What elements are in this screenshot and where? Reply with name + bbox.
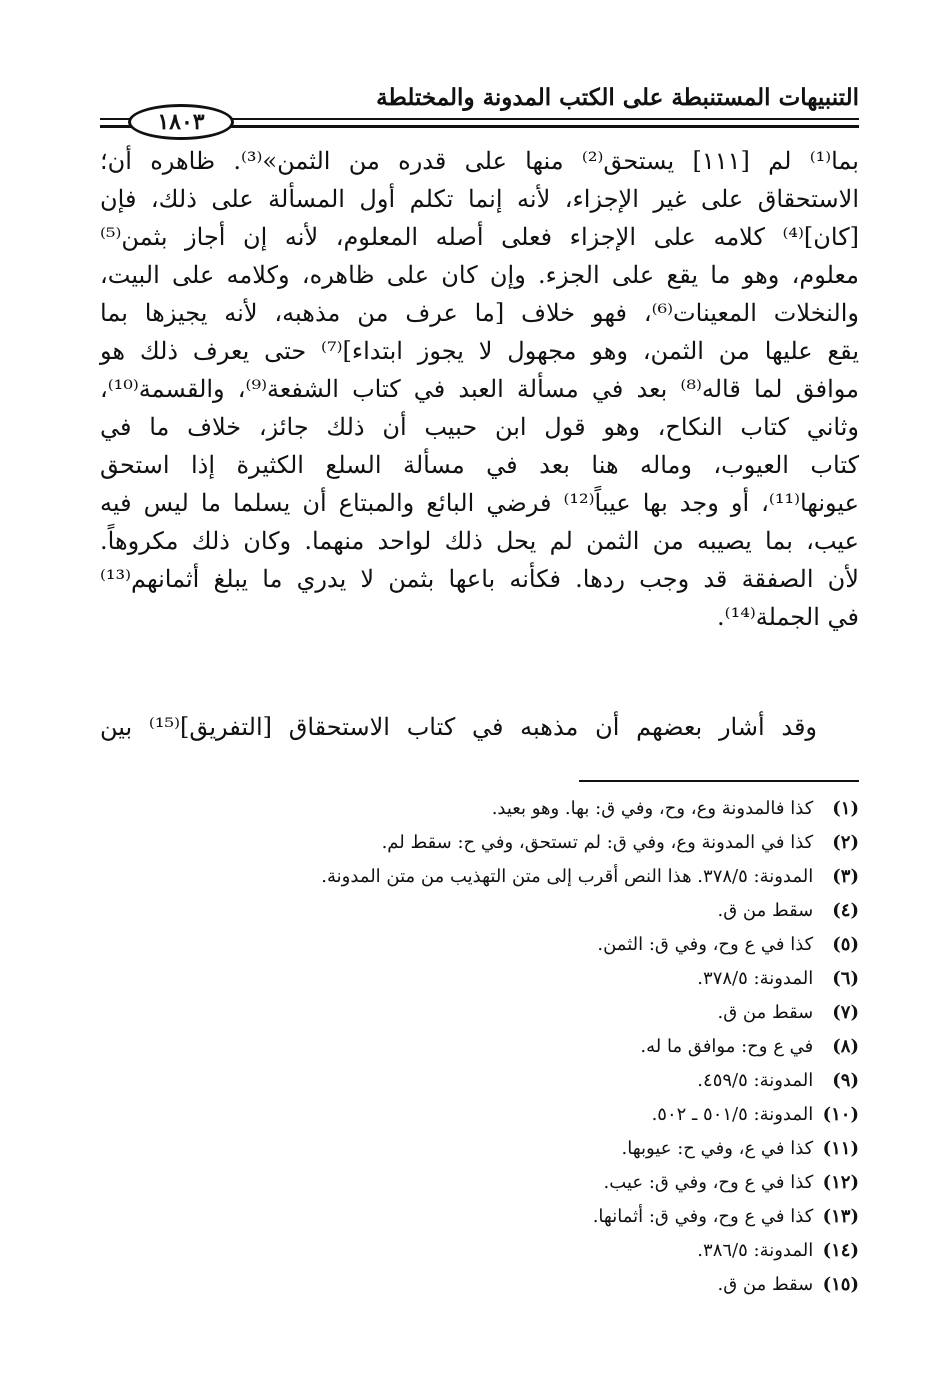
main-text (100, 142, 859, 636)
footnote-text: كذا فالمدونة وع، وح، وفي ق: بها. وهو بعيد. (491, 798, 814, 819)
footnote (239, 1132, 859, 1166)
footnote (239, 826, 859, 860)
footnote (239, 962, 859, 996)
footnote-text: المدونة: ٣٧٨/٥. هذا النص أقرب إلى متن التهذيب من متن المدونة. (321, 866, 814, 887)
footnotes (239, 792, 859, 1302)
text-line: وثاني كتاب النكاح، وهو قول ابن حبيب أن ذلك جائز، خلاف ما في (100, 413, 859, 441)
page-number: ١٨٠٣ (128, 104, 234, 140)
footnote-text: المدونة: ٥٠١/٥ ـ ٥٠٢. (651, 1104, 814, 1125)
footnote-number: (١٠) (822, 1104, 859, 1125)
footnote-text: المدونة: ٣٧٨/٥. (697, 968, 814, 989)
footnote-number: (٥) (832, 934, 859, 955)
footnote (239, 1064, 859, 1098)
text-line: في الجملة⁽¹⁴⁾. (717, 603, 859, 631)
text-line: يقع عليها من الثمن، وهو مجهول لا يجوز ابتداء]⁽⁷⁾ حتى يعرف ذلك هو (100, 337, 859, 365)
footnote-number: (١١) (822, 1138, 859, 1159)
footnote (239, 928, 859, 962)
footnote (239, 894, 859, 928)
text-line: لأن الصفقة قد وجب ردها. فكأنه باعها بثمن لا يدري ما يبلغ أثمانهم⁽¹³⁾ (100, 565, 859, 593)
footnote (239, 1200, 859, 1234)
text-line: معلوم، وهو ما يقع على الجزء. وإن كان على ظاهره، وكلامه على البيت، (100, 261, 859, 289)
footnote-text: كذا في ع وح، وفي ق: أثمانها. (592, 1206, 814, 1227)
text-line: عيب، بما يصيبه من الثمن لم يحل ذلك لواحد منهما. وكان ذلك مكروهاً. (100, 527, 859, 555)
text-line: موافق لما قاله⁽⁸⁾ بعد في مسألة العبد في كتاب الشفعة⁽⁹⁾، والقسمة⁽¹⁰⁾، (100, 375, 859, 403)
footnote-text: سقط من ق. (717, 1274, 814, 1295)
footnote-text: كذا في المدونة وع، وفي ق: لم تستحق، وفي ح: سقط لم. (381, 832, 814, 853)
footnote (239, 1166, 859, 1200)
text-line: عيونها⁽¹¹⁾، أو وجد بها عيباً⁽¹²⁾ فرضي البائع والمبتاع أن يسلما ما ليس فيه (100, 489, 859, 517)
footnote (239, 1234, 859, 1268)
footnote (239, 1098, 859, 1132)
running-header-title: التنبيهات المستنبطة على الكتب المدونة والمختلطة (376, 84, 859, 111)
text-line: الاستحقاق على غير الإجزاء، لأنه إنما تكلم أول المسألة على ذلك، فإن (100, 185, 859, 213)
footnote-text: المدونة: ٤٥٩/٥. (697, 1070, 814, 1091)
footnote-number: (٧) (832, 1002, 859, 1023)
footnote-number: (٢) (832, 832, 859, 853)
footnote-text: كذا في ع، وفي ح: عيوبها. (621, 1138, 814, 1159)
footnote-number: (١٥) (822, 1274, 859, 1295)
footnote-text: سقط من ق. (717, 900, 814, 921)
footnote (239, 860, 859, 894)
footnote-number: (١٣) (822, 1206, 859, 1227)
footnote-number: (٤) (832, 900, 859, 921)
footnote-text: سقط من ق. (717, 1002, 814, 1023)
footnote (239, 1030, 859, 1064)
text-line: بما⁽¹⁾ لم [١١١] يستحق⁽²⁾ منها على قدره من الثمن»⁽³⁾. ظاهره أن؛ (100, 147, 859, 175)
footnote-number: (١) (832, 798, 859, 819)
footnote-number: (٦) (832, 968, 859, 989)
footnote-number: (٨) (832, 1036, 859, 1057)
footnote (239, 792, 859, 826)
text-line: [كان]⁽⁴⁾ كلامه على الإجزاء فعلى أصله المعلوم، لأنه إن أجاز بثمن⁽⁵⁾ (100, 223, 859, 251)
text-line: والنخلات المعينات⁽⁶⁾، فهو خلاف [ما عرف من مذهبه، لأنه يجيزها بما (100, 299, 859, 327)
footnote-number: (١٢) (822, 1172, 859, 1193)
footnote-text: المدونة: ٣٨٦/٥. (697, 1240, 814, 1261)
footnote-number: (١٤) (822, 1240, 859, 1261)
footnote-text: في ع وح: موافق ما له. (640, 1036, 814, 1057)
footnote-text: كذا في ع وح، وفي ق: عيب. (603, 1172, 814, 1193)
footnote-number: (٩) (832, 1070, 859, 1091)
text-line: كتاب العيوب، وماله هنا بعد في مسألة السلع الكثيرة إذا استحق (100, 451, 859, 479)
footnote (239, 996, 859, 1030)
footnote-separator (579, 780, 859, 782)
footnote-number: (٣) (832, 866, 859, 887)
footnote (239, 1268, 859, 1302)
paragraph-two: وقد أشار بعضهم أن مذهبه في كتاب الاستحقاق [التفريق]⁽¹⁵⁾ بين (100, 713, 818, 741)
footnote-text: كذا في ع وح، وفي ق: الثمن. (597, 934, 814, 955)
